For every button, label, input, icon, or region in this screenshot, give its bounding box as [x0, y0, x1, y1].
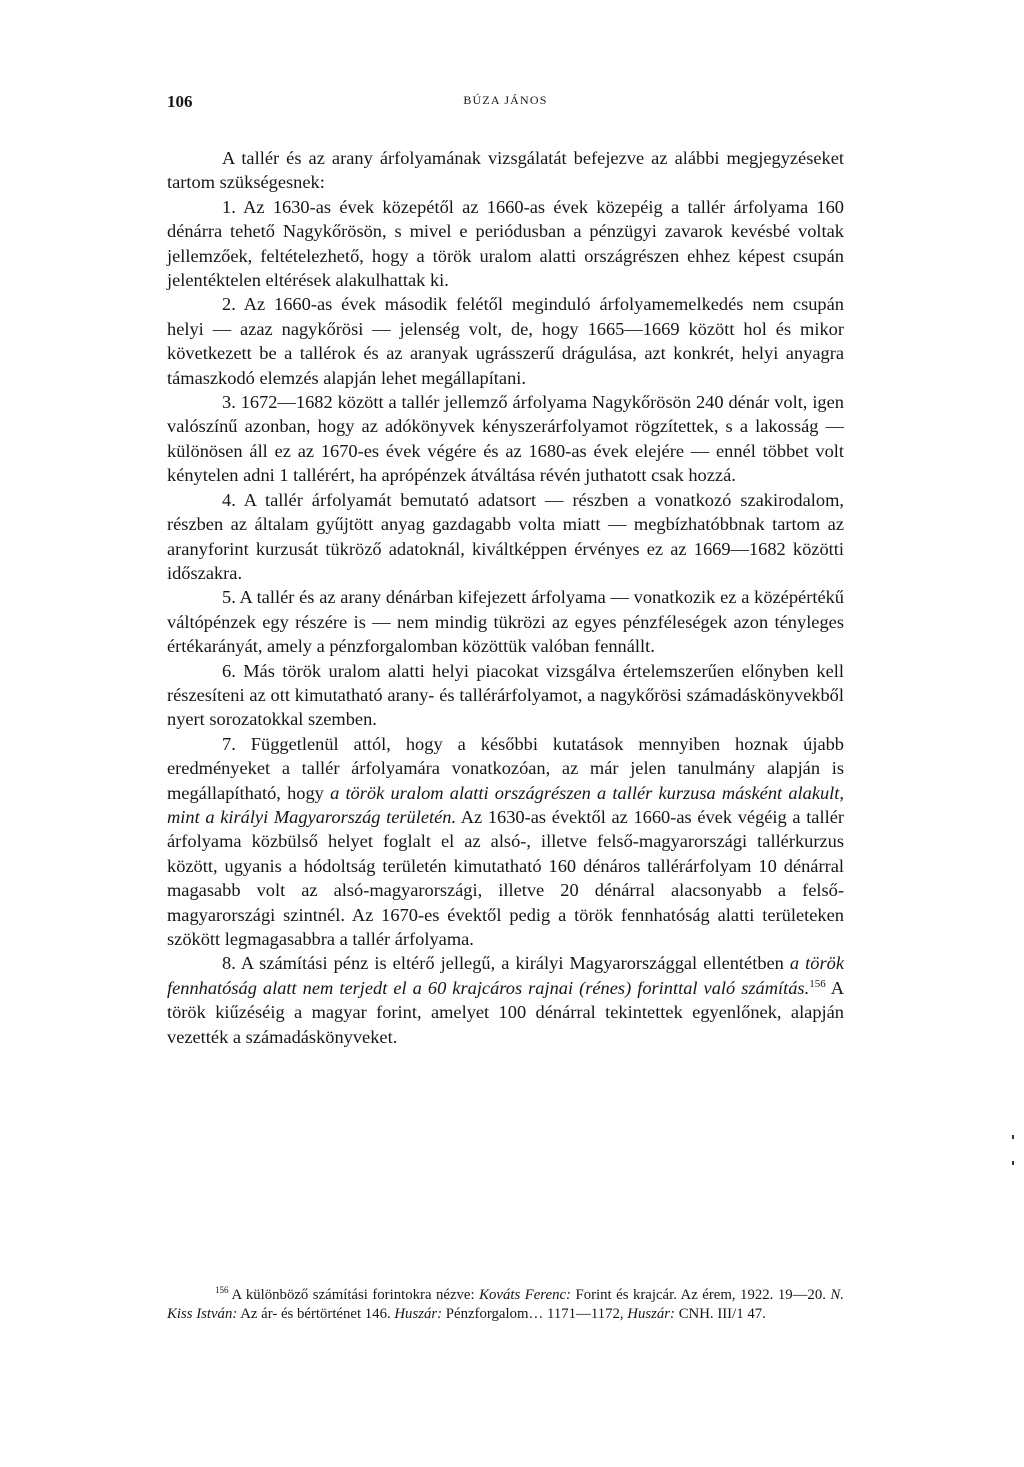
point-text: A tallér árfolyamát bemutató adatsort — részben a vonatkozó szakirodalom, részben az általam gyűjtött anyag gazdagabb volta miatt — megbízhatóbbnak tartom az aranyforint kurzusát tükröző adatoknál, kiváltképpen érvényes ez az 1669—1682 közötti időszakra.: [167, 489, 844, 583]
point-5: [167, 585, 844, 658]
point-3: [167, 390, 844, 488]
point-text: Az 1660-as évek második felétől meginduló árfolyamemelkedés nem csupán helyi — azaz nagykőrösi — jelenség volt, de, hogy 1665—1669 között hol és mikor következett be a tallérok és az aranyak ugrásszerű drágulása, azt konkrét, helyi anyagra támaszkodó elemzés alapján lehet megállapítani.: [167, 294, 844, 388]
footnotes: [167, 1286, 844, 1323]
point-text: 1672—1682 között a tallér jellemző árfolyama Nagykőrösön 240 dénár volt, igen valószínű azonban, hogy az adókönyvek kényszerárfolyamot rögzítettek, s a lakosság — különösen áll ez az 1670-es évek végére és az 1680-as évek elejére — ennél többet volt kénytelen adni 1 tallérért, ha aprópénzek átváltása révén juthatott csak hozzá.: [167, 392, 844, 486]
intro-paragraph: A tallér és az arany árfolyamának vizsgálatát befejezve az alábbi megjegyzéseket tartom szükségesnek:: [167, 148, 844, 193]
footnote-reference: 156: [809, 977, 826, 990]
running-head: BÚZA JÁNOS: [463, 93, 548, 107]
point-6: [167, 659, 844, 732]
point-text: A török kiűzéséig a magyar forint, amelyet 100 dénárral tekintettek egyenlőnek, alapján vezették a számadáskönyveket.: [167, 977, 844, 1047]
point-number: 5.: [222, 587, 236, 608]
point-text: Az 1630-as évektől az 1660-as évek végéig a tallér árfolyama közbülső helyet foglalt el az alsó-, illetve felső-magyarországi tallérkurzus között, ugyanis a hódoltság területén kimutatható 160 dénáros tallérárfolyam 10 dénárral magasabb volt az alsó-magyarországi, illetve 20 dénárral alacsonyabb a felső-magyarországi szintnél. Az 1670-es évektől pedig a török fennhatóság alatti területeken szökött legmagasabbra a tallér árfolyama.: [167, 806, 844, 949]
point-8: [167, 951, 844, 1049]
point-number: 6.: [222, 660, 236, 681]
footnote-text: A különböző számítási forintokra nézve:: [231, 1287, 475, 1303]
point-number: 7.: [222, 733, 236, 754]
point-text: A tallér és az arany dénárban kifejezett árfolyama — vonatkozik ez a középértékű váltópénzek egy részére is — nem mindig tükrözi az egyes pénzféleségek azon tényleges értékarányát, amely a pénzforgalomban közöttük valóban fennállt.: [167, 587, 844, 657]
point-7: [167, 732, 844, 952]
footnote-text: Az ár- és bértörténet 146.: [240, 1305, 391, 1322]
footnote-author: Kováts Ferenc:: [479, 1287, 571, 1303]
page-header: [167, 92, 844, 116]
body-text: [167, 146, 844, 1049]
footnote-author: Huszár:: [627, 1305, 675, 1322]
footnote-mark: 156: [215, 1285, 229, 1296]
point-2: [167, 292, 844, 390]
point-italic-text: a török fennhatóság alatt nem terjedt el a 60 krajcáros rajnai (rénes) forinttal való számítás.: [167, 953, 844, 998]
margin-mark: [1012, 1161, 1014, 1165]
point-4: [167, 488, 844, 586]
point-text: Más török uralom alatti helyi piacokat vizsgálva értelemszerűen előnyben kell részesíteni az ott kimutatható arany- és tallérárfolyamot, a nagykőrösi számadáskönyvekből nyert sorozatokkal szemben.: [167, 660, 844, 730]
footnote-author: N. Kiss István:: [167, 1287, 844, 1322]
page-number: 106: [167, 92, 193, 111]
point-italic-text: a török uralom alatti országrészen a tallér kurzusa másként alakult, mint a királyi Magyarország területén.: [167, 782, 844, 827]
point-number: 3.: [222, 392, 236, 413]
point-1: [167, 195, 844, 293]
footnote-author: Huszár:: [394, 1305, 443, 1322]
point-text: A számítási pénz is eltérő jellegű, a királyi Magyarországgal ellentétben: [240, 953, 784, 974]
point-number: 2.: [222, 294, 236, 315]
footnote-text: Pénzforgalom… 1171—1172,: [445, 1305, 624, 1322]
point-number: 1.: [222, 196, 236, 217]
margin-mark: [1012, 1135, 1014, 1139]
point-number: 4.: [222, 489, 236, 510]
point-text: Függetlenül attól, hogy a későbbi kutatások mennyiben hoznak újabb eredményeket a tallér árfolyamára vonatkozóan, az már jelen tanulmány alapján is megállapítható, hogy: [167, 733, 844, 803]
point-number: 8.: [222, 953, 236, 974]
point-text: Az 1630-as évek közepétől az 1660-as évek közepéig a tallér árfolyama 160 dénárra tehető Nagykőrösön, s mivel e periódusban a pénzügyi zavarok kevésbé voltak jellemzőek, feltételezhető, hogy a török uralom alatti országrészen ehhez képest csupán jelentéktelen eltérések alakulhattak ki.: [167, 196, 844, 291]
footnote-text: Forint és krajcár. Az érem, 1922. 19—20.: [575, 1287, 826, 1303]
footnote-156: [167, 1286, 844, 1323]
footnote-text: CNH. III/1 47.: [678, 1305, 766, 1322]
